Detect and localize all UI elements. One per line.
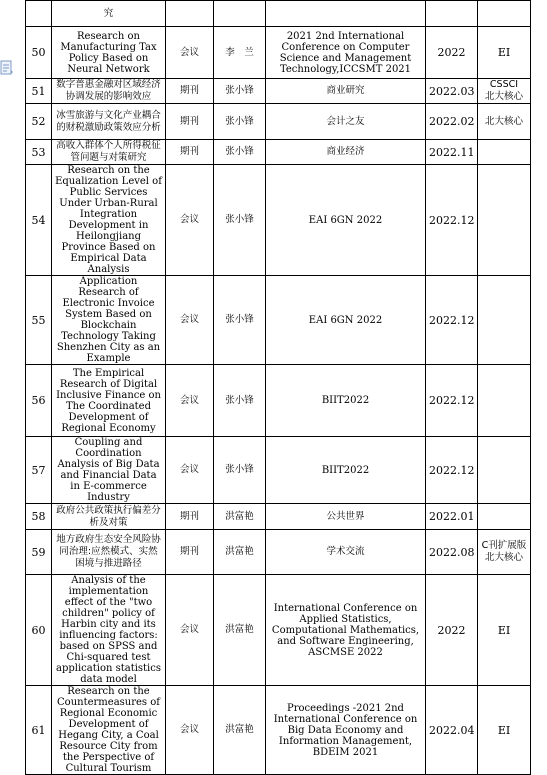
author-cell: 张小锋 [214,79,266,104]
venue-cell: EAI 6GN 2022 [266,165,426,276]
number-cell: 61 [26,686,52,775]
index-cell: EI [478,686,531,775]
table-row [26,530,531,575]
number-cell: 53 [26,140,52,165]
venue-cell: 会计之友 [266,104,426,140]
table-row [26,104,531,140]
type-cell: 会议 [166,276,214,365]
date-cell: 2022.03 [426,79,478,104]
title-cell: Research on Manufacturing Tax Policy Based on Neural Network [52,27,166,79]
date-cell: 2022 [426,27,478,79]
date-cell: 2022.12 [426,165,478,276]
author-cell: 洪富艳 [214,504,266,530]
table-row-continuation [26,1,531,27]
document-margin-icon [0,60,14,76]
venue-cell: International Conference on Applied Statistics, Computational Mathematics, and Software Engineering, ASCMSE 2022 [266,575,426,686]
type-cell: 期刊 [166,530,214,575]
number-cell: 59 [26,530,52,575]
index-cell: CSSCI 北大核心 [478,79,531,104]
number-cell: 50 [26,27,52,79]
date-cell: 2022.12 [426,276,478,365]
table-row [26,575,531,686]
index-cell [478,504,531,530]
index-cell [478,365,531,437]
date-cell: 2022.02 [426,104,478,140]
table-row [26,79,531,104]
title-cell: 究 [52,1,166,27]
date-cell: 2022.11 [426,140,478,165]
venue-cell: BIIT2022 [266,437,426,504]
number-cell: 55 [26,276,52,365]
date-cell: 2022.12 [426,365,478,437]
date-cell: 2022 [426,575,478,686]
table-row [26,27,531,79]
venue-cell: 商业研究 [266,79,426,104]
table-row [26,365,531,437]
title-cell: 数字普惠金融对区域经济协调发展的影响效应 [52,79,166,104]
author-cell: 李 兰 [214,27,266,79]
title-cell: Analysis of the implementation effect of the "two children" policy of Harbin city and its influencing factors: based on SPSS and Chi-squared test application statistics data model [52,575,166,686]
type-cell: 会议 [166,686,214,775]
title-cell: The Empirical Research of Digital Inclusive Finance on The Coordinated Development of Regional Economy [52,365,166,437]
number-cell: 58 [26,504,52,530]
type-cell: 期刊 [166,104,214,140]
author-cell: 张小锋 [214,140,266,165]
type-cell: 会议 [166,365,214,437]
index-cell: 北大核心 [478,104,531,140]
type-cell: 期刊 [166,504,214,530]
title-cell: 高收入群体个人所得税征管问题与对策研究 [52,140,166,165]
title-cell: Application Research of Electronic Invoice System Based on Blockchain Technology Taking Shenzhen City as an Example [52,276,166,365]
index-cell: C刊扩展版 北大核心 [478,530,531,575]
number-cell: 56 [26,365,52,437]
venue-cell: 2021 2nd International Conference on Computer Science and Management Technology,ICCSMT 2021 [266,27,426,79]
index-cell [478,276,531,365]
author-cell: 洪富艳 [214,530,266,575]
number-cell: 51 [26,79,52,104]
title-cell: 冰雪旅游与文化产业耦合的财税激励政策效应分析 [52,104,166,140]
table-row [26,140,531,165]
index-cell [478,140,531,165]
index-cell [478,165,531,276]
table-row [26,276,531,365]
number-cell: 54 [26,165,52,276]
table-row [26,686,531,775]
author-cell: 张小锋 [214,437,266,504]
title-cell: Research on the Countermeasures of Regional Economic Development of Hegang City, a Coal Resource City from the Perspective of Cultural Tourism [52,686,166,775]
author-cell: 洪富艳 [214,686,266,775]
date-cell: 2022.01 [426,504,478,530]
venue-cell: 公共世界 [266,504,426,530]
venue-cell: 学术交流 [266,530,426,575]
title-cell: Research on the Equalization Level of Public Services Under Urban-Rural Integration Development in Heilongjiang Province Based on Empirical Data Analysis [52,165,166,276]
date-cell: 2022.08 [426,530,478,575]
table-row [26,165,531,276]
author-cell: 洪富艳 [214,575,266,686]
index-cell: EI [478,575,531,686]
venue-cell: EAI 6GN 2022 [266,276,426,365]
type-cell: 期刊 [166,79,214,104]
publication-table [25,0,531,775]
index-cell [478,437,531,504]
venue-cell: BIIT2022 [266,365,426,437]
table-row [26,437,531,504]
date-cell: 2022.04 [426,686,478,775]
author-cell: 张小锋 [214,165,266,276]
author-cell: 张小锋 [214,104,266,140]
venue-cell: Proceedings -2021 2nd International Conference on Big Data Economy and Information Management, BDEIM 2021 [266,686,426,775]
number-cell: 57 [26,437,52,504]
venue-cell: 商业经济 [266,140,426,165]
type-cell: 会议 [166,165,214,276]
number-cell: 52 [26,104,52,140]
type-cell: 会议 [166,575,214,686]
title-cell: 地方政府生态安全风险协同治理:应然模式、实然困境与推进路径 [52,530,166,575]
type-cell: 会议 [166,437,214,504]
type-cell: 期刊 [166,140,214,165]
table-row [26,504,531,530]
type-cell: 会议 [166,27,214,79]
author-cell: 张小锋 [214,276,266,365]
date-cell: 2022.12 [426,437,478,504]
title-cell: 政府公共政策执行偏差分析及对策 [52,504,166,530]
number-cell: 60 [26,575,52,686]
title-cell: Coupling and Coordination Analysis of Big Data and Financial Data in E-commerce Industry [52,437,166,504]
index-cell: EI [478,27,531,79]
author-cell: 张小锋 [214,365,266,437]
